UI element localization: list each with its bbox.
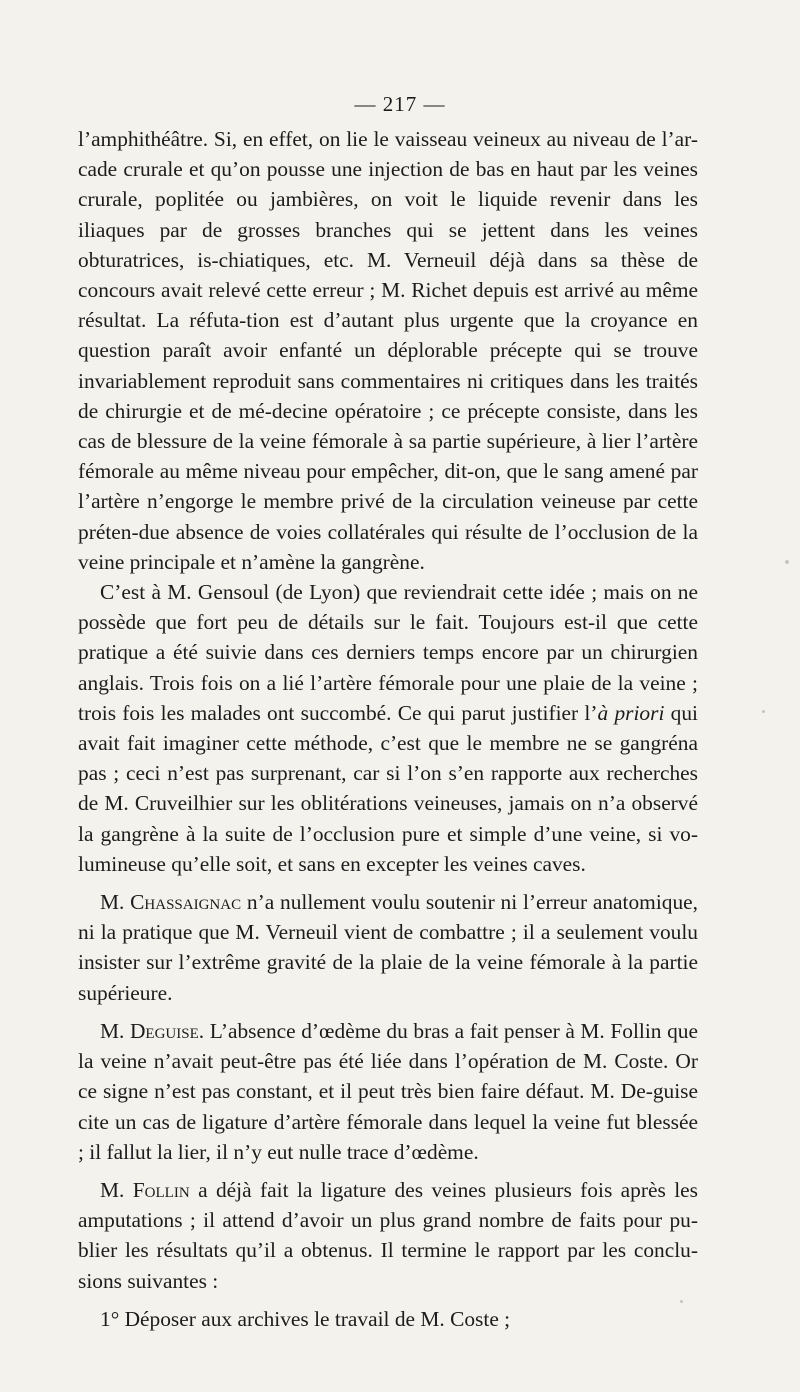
speaker-prefix: M. bbox=[100, 1018, 130, 1043]
speaker-name: Chassaignac bbox=[130, 890, 242, 915]
speaker-prefix: M. bbox=[100, 1177, 133, 1202]
paper-speck bbox=[762, 710, 765, 713]
page-number: — 217 — bbox=[354, 92, 446, 116]
paragraph-3 bbox=[78, 887, 698, 1008]
speaker-name: Deguise bbox=[129, 1018, 199, 1043]
paragraph-3-text: n’a nullement voulu soutenir ni l’erreur anatomique, ni la pratique que M. Verneuil vient de combattre ; il a seulement voulu insister sur l’extrême gravité de la plaie de la veine fémorale à la partie supérieure. bbox=[78, 890, 698, 1005]
paragraph-2-part-1: C’est à M. Gensoul (de Lyon) que reviendrait cette idée ; mais on ne possède que fort peu de détails sur le fait. Toujours est-il que cette pratique a été suivie dans ces derniers temps encore par un chirurgien anglais. Trois fois on a lié l’artère fémorale pour une plaie de la veine ; trois fois les malades ont succombé. Ce qui parut justifier l’ bbox=[78, 580, 698, 725]
italic-a-priori: à priori bbox=[597, 700, 665, 725]
paragraph-4 bbox=[78, 1016, 698, 1167]
paragraph-4-text: . L’absence d’œdème du bras a fait penser à M. Follin que la veine n’avait peut-être pas été liée dans l’opération de M. Coste. Or ce signe n’est pas constant, et il peut très bien faire défaut. M. De-guise cite un cas de ligature d’artère fémorale dans lequel la veine fut blessée ; il fallut la lier, il n’y eut nulle trace d’œdème. bbox=[78, 1018, 698, 1164]
paragraph-1: l’amphithéâtre. Si, en effet, on lie le vaisseau veineux au niveau de l’ar-cade crurale et qu’on pousse une injection de bas en haut par les veines crurale, poplitée ou jambières, on voit le liquide revenir dans les iliaques par de grosses branches qui se jettent dans les veines obturatrices, is-chiatiques, etc. M. Verneuil déjà dans sa thèse de concours avait relevé cette erreur ; M. Richet depuis est arrivé au même résultat. La réfuta-tion est d’autant plus urgente que la croyance en question paraît avoir enfanté un déplorable précepte qui se trouve invariablement reproduit sans commentaires ni critiques dans les traités de chirurgie et de mé-decine opératoire ; ce précepte consiste, dans les cas de blessure de la veine fémorale à sa partie supérieure, à lier l’artère fémorale au même niveau pour empêcher, dit-on, que le sang amené par l’artère n’engorge le membre privé de la circulation veineuse par cette préten-due absence de voies collatérales qui résulte de l’occlusion de la veine principale et n’amène la gangrène. bbox=[78, 127, 698, 574]
speaker-name: Follin bbox=[132, 1177, 190, 1202]
paper-speck bbox=[785, 560, 789, 564]
speaker-prefix: M. bbox=[100, 890, 131, 915]
paragraph-5 bbox=[78, 1175, 698, 1296]
paragraph-5-text: a déjà fait la ligature des veines plusieurs fois après les amputations ; il attend d’avoir un plus grand nombre de faits pour pu-blier les résultats qu’il a obtenus. Il termine le rapport par les conclu-sions suivantes : bbox=[78, 1177, 698, 1293]
paper-speck bbox=[680, 1300, 683, 1303]
body-text bbox=[78, 124, 698, 1334]
paragraph-2-part-2: qui avait fait imaginer cette méthode, c’est que le membre ne se gangréna pas ; ceci n’est pas surprenant, car si l’on s’en rapporte aux recherches de M. Cruveilhier sur les oblitérations veineuses, jamais on n’a observé la gangrène à la suite de l’occlusion pure et simple d’une veine, si vo-lumineuse qu’elle soit, et sans en excepter les veines caves. bbox=[78, 700, 698, 876]
paragraph-6: 1° Déposer aux archives le travail de M. Coste ; bbox=[100, 1306, 511, 1331]
paragraph-2 bbox=[78, 577, 698, 879]
